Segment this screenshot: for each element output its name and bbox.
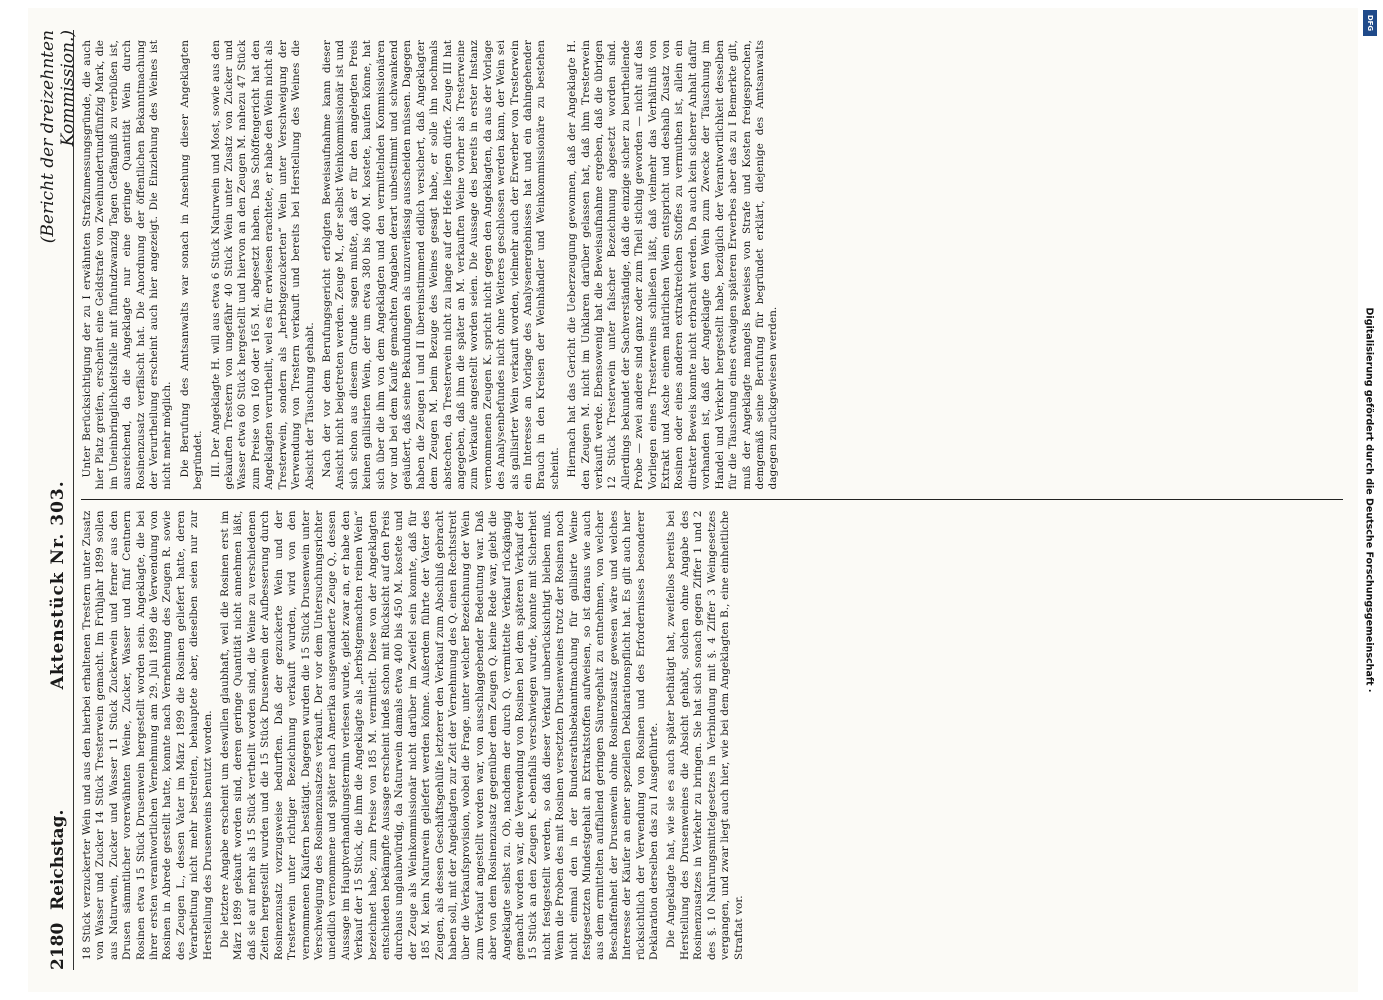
paragraph: Hiernach hat das Gericht die Ueberzeugung gewonnen, daß der Angeklagte H. den Zeugen M. nicht im Unklaren darüber gelassen hat, daß ihm Tresterwein verkauft werde. Ebensowenig hat die Beweisaufnahme ergeben, daß die übrigen 12 Stück Tresterwein unter falscher Bezeichnung abgesetzt worden sind. Allerdings bekundet der Sachverständige, daß die einzige sicher zu beurtheilende Probe — zwei andere sind ganz oder zum Theil stichig geworden — nicht auf das Vorliegen eines Tresterweins schließen läßt, daß vielmehr das Verhältniß von Extrakt und Asche einem natürlichen Wein entspricht und deshalb Zusatz von Rosinen oder eines anderen extraktreichen Stoffes zu vermuthen ist, allein ein direkter Beweis konnte nicht erbracht werden. Da auch kein sicherer Anhalt dafür vorhanden ist, daß der Angeklagte den Wein zum Zwecke der Täuschung im Handel und Verkehr hergestellt habe, bezüglich der Verantwortlichkeit desselben für die Täuschung eines etwaigen späteren Erwerbes aber das zu I Bemerkte gilt, muß der Angeklagte mangels Beweises von Strafe und Kosten freigesprochen, demgemäß seine Berufung für begründet erklärt, diejenige des Amtsanwalts dagegen zurückgewiesen werden. [566,40,780,490]
paragraph: Die Angeklagte hat, wie sie es auch später bethätigt hat, zweifellos bereits bei Herstellung des Drusenweines die Absicht gehabt, solchen ohne Angabe des Rosinenzusatzes in Verkehr zu bringen. Sie hat sich sonach gegen Ziffer 1 und 2 des §. 10 Nahrungsmittelgesetzes in Verbindung mit §. 4 Ziffer 3 Weingesetzes vergangen, und zwar liegt auch hier, wie bei dem Angeklagten B., eine einheitliche Straftat vor. [665,510,745,960]
header-center-title: Aktenstück Nr. 303. [48,480,68,690]
paragraph: Unter Berücksichtigung der zu I erwähnten Strafzumessungsgründe, die auch hier Platz greifen, erscheint eine Geldstrafe von Zweihundertundfünfzig Mark, die im Uneinbringlichkeitsfalle mit fünfundzwanzig Tagen Gefängniß zu verbüßen ist, ausreichend, da die Angeklagte nur eine geringe Quantität Wein durch Rosinenzusatz verfälscht hat. Die Anordnung der öffentlichen Bekanntmachung der Verurtheilung erscheint auch hier angezeigt. Die Einziehung des Weines ist nicht mehr möglich. [81,40,174,490]
header-right-title: (Bericht der dreizehnten Kommission.) [38,30,78,244]
page-header [38,30,78,970]
header-left-title: Reichstag. [48,809,68,910]
paragraph: Die Berufung des Amtsanwalts war sonach in Ansehung dieser Angeklagten begründet. [178,40,205,490]
paragraph: 18 Stück verzuckerter Wein und aus den hierbei erhaltenen Trestern unter Zusatz von Wasser und Zucker 14 Stück Tresterwein gemacht. Im Frühjahr 1899 sollen aus Naturwein, Zucker und Wasser 11 Stück Zuckerwein und ferner aus den Drusen sämmtlicher vorerwähnten Weine, Zucker, Wasser und fünf Centnern Rosinen etwa 15 Stück Drusenwein hergestellt worden sein. Angeklagte, die bei ihrer ersten verantwortlichen Vernehmung am 29. Juli 1899 die Verwendung von Rosinen in Abrede gestellt hatte, konnte nach Vernehmung des Zeugen R. sowie des Zeugen L., dessen Vater im März 1899 die Rosinen geliefert hatte, deren Verarbeitung nicht mehr bestreiten, behauptete aber, dieselben seien nur zur Herstellung des Drusenweins benutzt worden. [81,510,214,960]
dfg-logo: DFG [1363,10,1377,36]
document-page [28,8,1358,992]
rotated-page-content [38,30,1343,970]
column-right [81,30,1343,500]
paragraph: III. Der Angeklagte H. will aus etwa 6 Stück Naturwein und Most, sowie aus den gekauften Trestern von ungefähr 40 Stück Wein unter Zusatz von Zucker und Wasser etwa 60 Stück hergestellt und hiervon an den Zeugen M. nahezu 47 Stück zum Preise von 160 oder 165 M. abgesetzt haben. Das Schöffengericht hat den Angeklagten verurtheilt, weil es für erwiesen erachtete, er habe den Wein nicht als Tresterwein, sondern als „herbstgezuckerten“ Wein unter Verschweigung der Verwendung von Trestern verkauft und bereits bei Herstellung des Weines die Absicht der Täuschung gehabt. [209,40,316,490]
text-columns [81,30,1343,970]
paragraph: Die letztere Angabe erscheint um deswillen glaubhaft, weil die Rosinen erst im März 1899 gekauft worden sind, deren geringe Quantität nicht annehmen läßt, daß sie auf mehr als 15 Stück vertheilt worden sind, die Weine zu verschiedenen Zeiten hergestellt wurden und die 15 Stück Drusenwein der Aufbesserung durch Rosinenzusatz vorzugsweise bedurften. Daß der gezuckerte Wein und der Tresterwein unter richtiger Bezeichnung verkauft wurden, wird von den vernommenen Käufern bestätigt. Dagegen wurden die 15 Stück Drusenwein unter Verschweigung des Rosinenzusatzes verkauft. Der vor dem Untersuchungsrichter uneidlich vernommene und später nach Amerika ausgewanderte Zeuge Q., dessen Aussage im Hauptverhandlungstermin verlesen wurde, giebt zwar an, er habe den Verkauf der 15 Stück, die ihm die Angeklagte als „herbstgemachten reinen Wein“ bezeichnet habe, zum Preise von 185 M. vermittelt. Diese von der Angeklagten entschieden bekämpfte Aussage erscheint indeß schon mit Rücksicht auf den Preis durchaus unglaubwürdig, da Naturwein damals etwa 400 bis 450 M. kostete und der Zeuge als Weinkommissionär nicht darüber im Zweifel sein konnte, daß für 185 M. kein Naturwein geliefert werden könne. Außerdem führte der Vater des Zeugen, als dessen Geschäftsgehülfe letzterer den Verkauf zum Abschluß gebracht haben soll, mit der Angeklagten zur Zeit der Vernehmung des Q. einen Rechtsstreit über die Verkaufsprovision, wobei die Frage, unter welcher Bezeichnung der Wein zum Verkauf angestellt worden war, von ausschlaggebender Bedeutung war. Daß aber von dem Rosinenzusatz gegenüber dem Zeugen Q. keine Rede war, giebt die Angeklagte selbst zu. Ob, nachdem der durch Q. vermittelte Verkauf rückgängig gemacht worden war, die Verwendung von Rosinen bei dem späteren Verkauf der 15 Stück an den Zeugen K. ebenfalls verschwiegen wurde, konnte mit Sicherheit nicht festgestellt werden, so daß dieser Verkauf unberücksichtigt bleiben muß. Wenn die Proben des mit Rosinen versetzten Drusenweines trotz der Rosinen noch nicht einmal den in der Bundesrathsbekanntmachung für gallisirte Weine festgesetzten Mindestgehalt an Extraktstoffen aufweisen, so ist daraus wie auch aus dem ermittelten auffallend geringen Säuregehalt zu entnehmen, von welcher Beschaffenheit der Drusenwein ohne Rosinenzusatz gewesen wäre und welches Interesse der Käufer an einer speziellen Deklarationspflicht hat. Es gilt auch hier rücksichtlich der Verwendung von Rosinen und des Erfordernisses besonderer Deklaration derselben das zu I Ausgeführte. [219,510,661,960]
credit-text: Digitalisierung gefördert durch die Deutsche Forschungsgemeinschaft · [1363,307,1375,693]
paragraph: Nach der vor dem Berufungsgericht erfolgten Beweisaufnahme kann dieser Ansicht nicht beigetreten werden. Zeuge M., der selbst Weinkommissionär ist und sich schon aus diesem Grunde sagen mußte, daß er für den angelegten Preis keinen gallisirten Wein, der um etwa 380 bis 400 M. kostete, kaufen könne, hat sich über die ihm von dem Angeklagten und den vermittelnden Kommissionären vor und bei dem Kaufe gemachten Angaben derart unbestimmt und schwankend geäußert, daß seine Bekundungen als unzuverlässig ausscheiden müssen. Dagegen haben die Zeugen I und II übereinstimmend eidlich versichert, daß Angeklagter dem Zeugen M. beim Bezuge des Weines gesagt habe, er solle ihn nochmals abstechen, da Tresterwein nicht zu lange auf der Hefe liegen dürfe. Zeuge III hat angegeben, daß ihm die später an M. verkauften Weine vorher als Tresterweine zum Verkaufe angestellt worden seien. Die Aussage des bereits in erster Instanz vernommenen Zeugen K. spricht nicht gegen den Angeklagten, da aus der Vorlage des Analysenbefundes nicht ohne Weiteres geschlossen werden kann, der Wein sei als gallisirter Wein verkauft worden, vielmehr auch der Erwerber von Tresterwein ein Interesse an Vorlage des Analysenergebnisses hat und ein dahingehender Brauch in den Kreisen der Weinhändler und Weinkommissionäre zu bestehen scheint. [320,40,561,490]
page-number: 2180 [48,922,68,970]
digitization-credit [1359,10,1379,990]
column-left [81,501,1343,971]
column-divider [81,500,1343,501]
